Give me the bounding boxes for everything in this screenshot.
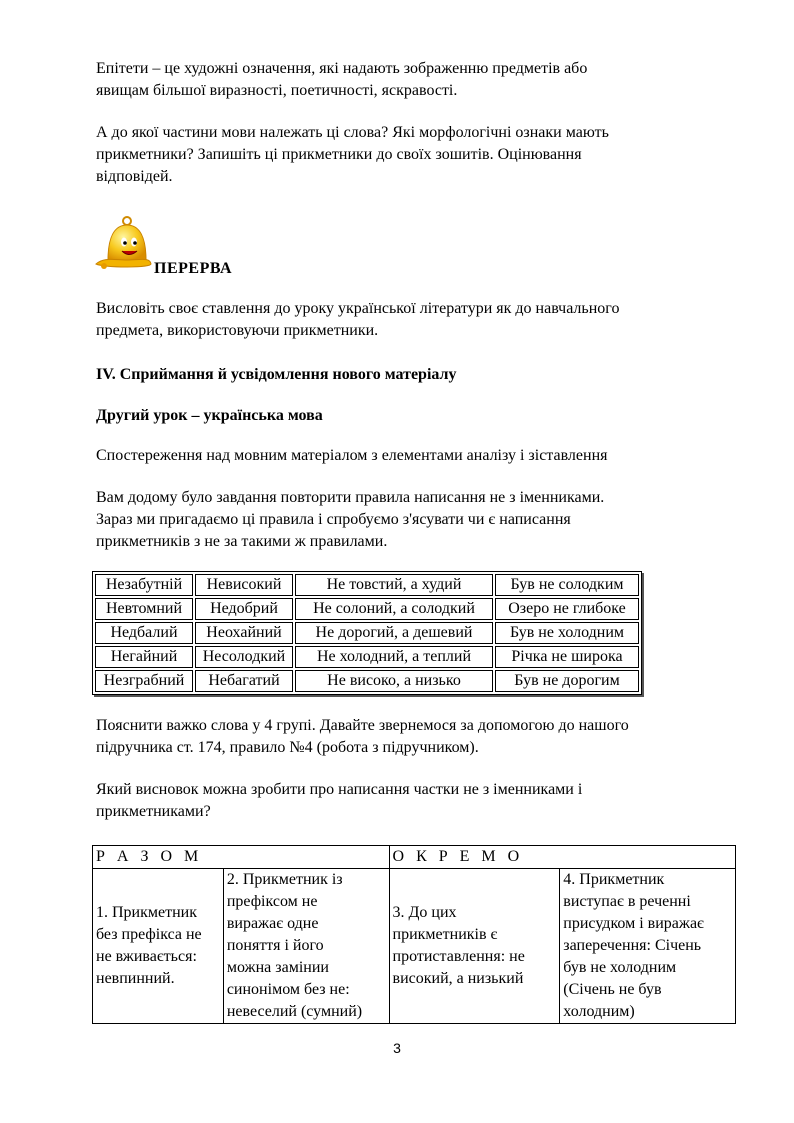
table-cell: Несолодкий: [195, 646, 293, 668]
text-line: Епітети – це художні означення, які надають зображенню предметів або: [96, 60, 588, 77]
table-cell: Не товстий, а худий: [295, 574, 493, 596]
text-line: Зараз ми пригадаємо ці правила і спробуємо з'ясувати чи є написання: [96, 511, 571, 528]
table-cell: Не холодний, а теплий: [295, 646, 493, 668]
section-heading: IV. Сприймання й усвідомлення нового матеріалу: [96, 366, 457, 383]
paragraph-question: [96, 122, 736, 188]
table-cell: Річка не широка: [495, 646, 639, 668]
rule-line: 4. Прикметник: [563, 871, 665, 888]
table-row: [95, 622, 639, 644]
rule-line: прикметників є: [392, 926, 498, 943]
rule-line: не вживається:: [96, 948, 197, 965]
sub-heading: Другий урок – українська мова: [96, 407, 323, 424]
table-cell: Незграбний: [95, 670, 193, 692]
table-cell: Невтомний: [95, 598, 193, 620]
table-row: [95, 574, 639, 596]
table-cell: Був не холодним: [495, 622, 639, 644]
rule-line: 1. Прикметник: [96, 904, 198, 921]
rule-line: без префікса не: [96, 926, 202, 943]
header-together: Р А З О М: [93, 846, 390, 869]
table-cell: Негайний: [95, 646, 193, 668]
text-line: прикметниками?: [96, 803, 211, 820]
text-line: предмета, використовуючи прикметники.: [96, 322, 379, 339]
table-cell: Небагатий: [195, 670, 293, 692]
text-line: Пояснити важко слова у 4 групі. Давайте звернемося за допомогою до нашого: [96, 717, 629, 734]
rules-header-row: [93, 846, 736, 869]
table-cell: Недобрий: [195, 598, 293, 620]
rule-cell: [389, 869, 560, 1024]
rule-cell: [223, 869, 389, 1024]
rule-line: присудком і виражає: [563, 915, 704, 932]
table-cell: Озеро не глибоке: [495, 598, 639, 620]
table-cell: Невисокий: [195, 574, 293, 596]
table-row: [95, 598, 639, 620]
rule-line: (Січень не був: [563, 981, 662, 998]
text-line: Вам додому було завдання повторити правила написання не з іменниками.: [96, 489, 605, 506]
paragraph-explain: [96, 715, 736, 759]
break-label: ПЕРЕРВА: [154, 260, 233, 277]
bell-icon: [94, 216, 152, 270]
text-line: відповідей.: [96, 168, 173, 185]
words-table: [92, 571, 642, 695]
rule-line: заперечення: Січень: [563, 937, 702, 954]
rule-line: невеселий (сумний): [226, 1003, 363, 1020]
text-line: Який висновок можна зробити про написання частки не з іменниками і: [96, 781, 583, 798]
rule-line: синонімом без не:: [226, 981, 350, 998]
rule-line: 2. Прикметник із: [226, 871, 343, 888]
rule-line: був не холодним: [563, 959, 677, 976]
text-line: підручника ст. 174, правило №4 (робота з підручником).: [96, 739, 479, 756]
paragraph-conclusion: [96, 779, 736, 823]
table-cell: Незабутній: [95, 574, 193, 596]
table-cell: Був не дорогим: [495, 670, 639, 692]
rule-line: протиставлення: не: [392, 948, 525, 965]
paragraph-epithets: [96, 58, 736, 102]
text-line: прикметники? Запишіть ці прикметники до своїх зошитів. Оцінювання: [96, 146, 582, 163]
text-line: прикметників з не за такими ж правилами.: [96, 533, 388, 550]
rule-line: можна замінии: [226, 959, 329, 976]
rule-line: поняття і його: [226, 937, 324, 954]
rule-cell: [560, 869, 736, 1024]
rule-line: префіксом не: [226, 893, 318, 910]
page-number: 3: [393, 1040, 401, 1056]
paragraph-observation: Спостереження над мовним матеріалом з елементами аналізу і зіставлення: [96, 447, 608, 464]
text-line: явищам більшої виразності, поетичності, яскравості.: [96, 82, 458, 99]
table-cell: Був не солодким: [495, 574, 639, 596]
table-row: [95, 670, 639, 692]
paragraph-homework: [96, 487, 736, 553]
text-line: Висловіть своє ставлення до уроку української літератури як до навчального: [96, 300, 620, 317]
rule-line: високий, а низький: [392, 970, 524, 987]
rule-line: виступає в реченні: [563, 893, 691, 910]
rules-table: [92, 845, 736, 1024]
rule-line: невпинний.: [96, 970, 175, 987]
table-cell: Не дорогий, а дешевий: [295, 622, 493, 644]
table-cell: Не високо, а низько: [295, 670, 493, 692]
paragraph-attitude: [96, 298, 736, 342]
rule-line: 3. До цих: [392, 904, 457, 921]
rule-line: холодним): [563, 1003, 635, 1020]
rule-line: виражає одне: [226, 915, 319, 932]
rules-body-row: [93, 869, 736, 1024]
text-line: А до якої частини мови належать ці слова? Які морфологічні ознаки мають: [96, 124, 609, 141]
table-row: [95, 646, 639, 668]
table-cell: Недбалий: [95, 622, 193, 644]
table-cell: Неохайний: [195, 622, 293, 644]
header-separately: О К Р Е М О: [389, 846, 735, 869]
rule-cell: [93, 869, 224, 1024]
table-cell: Не солоний, а солодкий: [295, 598, 493, 620]
